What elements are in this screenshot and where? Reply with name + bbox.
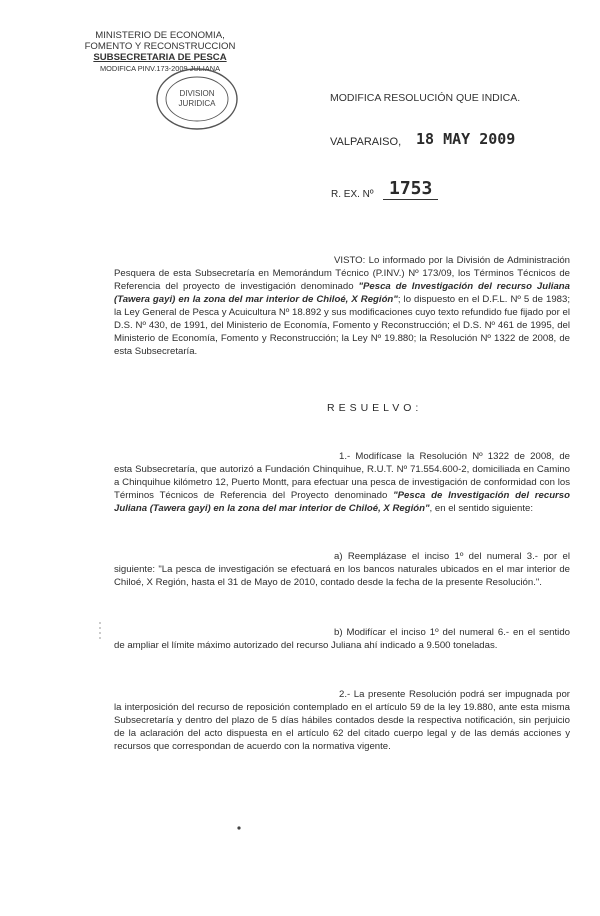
visto-paragraph: [114, 254, 570, 358]
visto-project-title: "Pesca de Investigación del recurso Juliana (Tawera gayi) en la zona del mar interior de Chiloé, X Región": [114, 281, 570, 305]
stamp-line-2: JURIDICA: [178, 99, 216, 108]
ministry-line: MINISTERIO DE ECONOMIA,: [95, 30, 225, 41]
subsecretariat-line: SUBSECRETARIA DE PESCA: [93, 52, 227, 63]
stamp-line-1: DIVISION: [179, 89, 215, 98]
date-stamp: 18 MAY 2009: [416, 130, 516, 148]
resolution-number: 1753: [383, 178, 438, 200]
article-1-project-title: "Pesca de Investigación del recurso Juliana (Tawera gayi) en la zona del mar interior de Chiloé, X Región": [114, 490, 570, 514]
article-1-text-2: , en el sentido siguiente:: [429, 503, 534, 514]
margin-mark: [96, 620, 104, 644]
scan-dot: [236, 824, 242, 832]
ministry-line-2: FOMENTO Y RECONSTRUCCION: [84, 41, 236, 52]
article-2-paragraph: [114, 688, 570, 753]
article-2-text: 2.- La presente Resolución podrá ser impugnada por la interposición del recurso de reposición contemplado en el artículo 59 de la ley 19.880, ante esta misma Subsecretaría y dentro del plazo de 5 días hábiles contados desde la respectiva notificación, sin perjuicio de la aclaración del acto dispuesta en el artículo 62 del citado cuerpo legal y de las demás acciones y recursos que correspondan de acuerdo con la normativa vigente.: [114, 689, 570, 752]
place-label: VALPARAISO,: [330, 136, 402, 148]
resuelvo-heading: RESUELVO:: [327, 402, 423, 414]
reference-line: MODIFICA PINV.173-2009 JULIANA: [99, 64, 221, 73]
document-subject: MODIFICA RESOLUCIÓN QUE INDICA.: [330, 92, 521, 104]
item-a-text: a) Reemplázase el inciso 1º del numeral 3.- por el siguiente: "La pesca de investigación se efectuará en los bancos naturales ubicados en el mar interior de Chiloé, X Región, hasta el 31 de Mayo de 2010, contado desde la fecha de la presente Resolución.".: [114, 551, 570, 588]
visto-text-2: ; lo dispuesto en el D.F.L. Nº 5 de 1983; la Ley General de Pesca y Acuicultura Nº 18.892 y sus modificaciones cuyo texto refundido fue fijado por el D.S. Nº 430, de 1991, del Ministerio de Economía, Fomento y Reconstrucción; el D.S. Nº 461 de 1995, del Ministerio de Economía, Fomento y Reconstrucción; la Ley Nº 19.880; la Resolución Nº 1322 de 2008, de esta Subsecretaría.: [114, 294, 570, 357]
item-b-text: b) Modifícar el inciso 1º del numeral 6.- en el sentido de ampliar el límite máximo autorizado del recurso Juliana ahí indicado a 9.500 toneladas.: [114, 627, 570, 651]
resolution-label: R. EX. Nº: [331, 189, 374, 200]
juridical-division-stamp: [154, 66, 240, 132]
article-1-text-1: 1.- Modifícase la Resolución Nº 1322 de 2008, de esta Subsecretaría, que autorizó a Fundación Chinquihue, R.U.T. Nº 71.554.600-2, domiciliada en Camino a Chinquihue kilómetro 12, Puerto Montt, para efectuar una pesca de investigación de conformidad con los Términos Técnicos de Referencia del Proyecto denominado: [114, 451, 570, 501]
visto-text-1: VISTO: Lo informado por la División de Administración Pesquera de esta Subsecretaría en Memorándum Técnico (P.INV.) Nº 173/09, los Términos Técnicos de Referencia del proyecto de investigación denominado: [114, 255, 570, 292]
item-b-paragraph: [114, 626, 570, 652]
item-a-paragraph: [114, 550, 570, 589]
article-1-paragraph: [114, 450, 570, 515]
